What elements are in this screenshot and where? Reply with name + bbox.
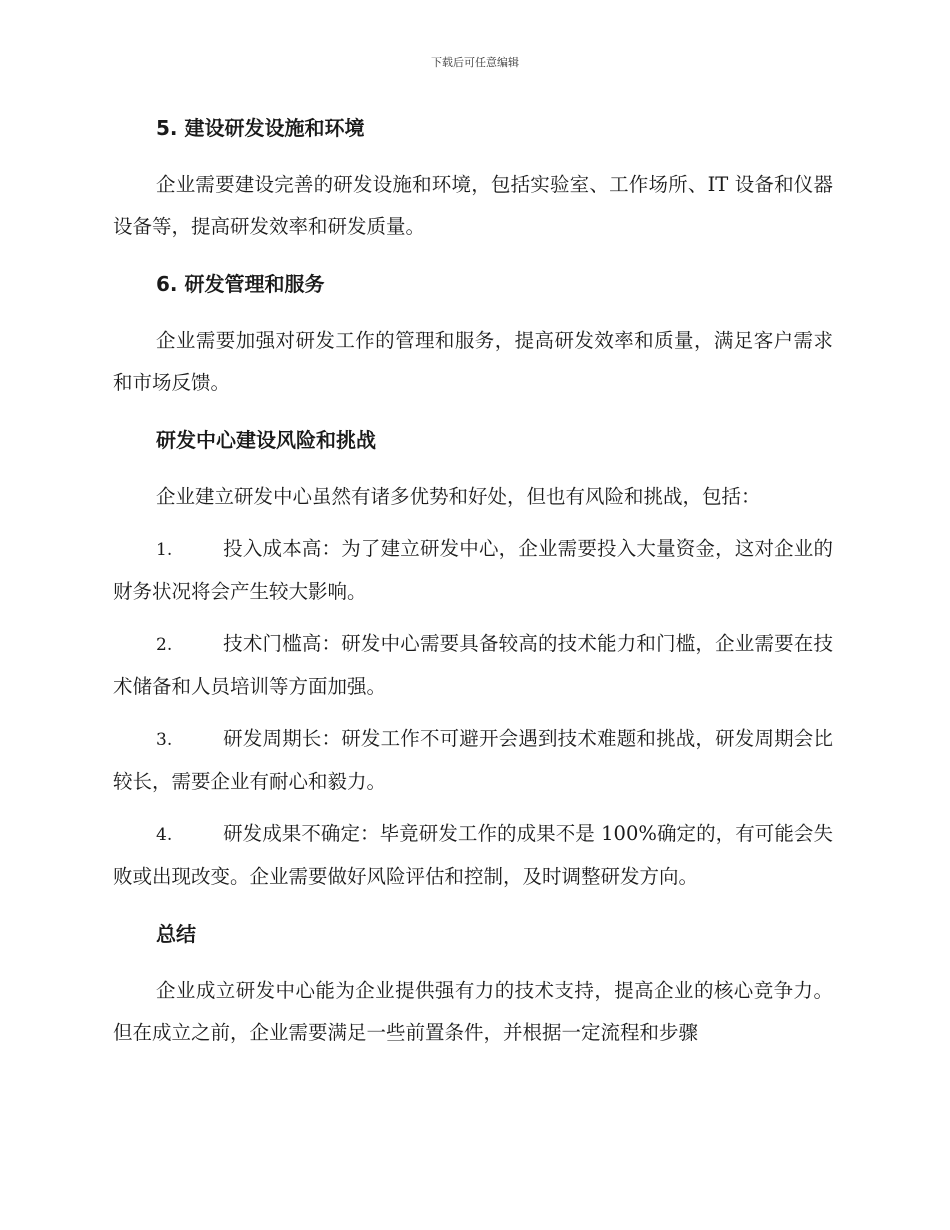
page-header: 下载后可任意编辑 <box>431 56 519 69</box>
section-heading-5: 5. 建设研发设施和环境 <box>156 116 365 140</box>
risk-intro-paragraph: 企业建立研发中心虽然有诸多优势和好处，但也有风险和挑战，包括： <box>156 485 761 508</box>
section-paragraph-6: 企业需要加强对研发工作的管理和服务，提高研发效率和质量，满足客户需求和市场反馈。 <box>113 329 833 394</box>
risk-list-item <box>113 528 833 613</box>
risk-list-item <box>113 718 833 803</box>
list-item-text: 技术门槛高：研发中心需要具备较高的技术能力和门槛，企业需要在技术储备和人员培训等方面加强。 <box>113 632 833 698</box>
summary-paragraph: 企业成立研发中心能为企业提供强有力的技术支持，提高企业的核心竞争力。但在成立之前，企业需要满足一些前置条件，并根据一定流程和步骤 <box>113 979 833 1044</box>
document-body <box>113 112 833 1054</box>
list-item-text: 研发成果不确定：毕竟研发工作的成果不是 100%确定的，有可能会失败或出现改变。企业需要做好风险评估和控制，及时调整研发方向。 <box>113 822 833 888</box>
list-item-text: 投入成本高：为了建立研发中心，企业需要投入大量资金，这对企业的财务状况将会产生较大影响。 <box>113 537 833 603</box>
risk-list-item <box>113 813 833 898</box>
risk-list-item <box>113 623 833 708</box>
list-item-number: 4. <box>156 825 173 845</box>
list-item-number: 2. <box>156 635 173 655</box>
section-heading-summary: 总结 <box>156 922 196 946</box>
section-heading-risk: 研发中心建设风险和挑战 <box>156 428 376 452</box>
list-item-text: 研发周期长：研发工作不可避开会遇到技术难题和挑战，研发周期会比较长，需要企业有耐心和毅力。 <box>113 727 833 793</box>
list-item-number: 1. <box>156 540 173 560</box>
list-item-number: 3. <box>156 730 173 750</box>
section-paragraph-5: 企业需要建设完善的研发设施和环境，包括实验室、工作场所、IT 设备和仪器设备等，提高研发效率和研发质量。 <box>113 173 833 238</box>
section-heading-6: 6. 研发管理和服务 <box>156 272 325 296</box>
